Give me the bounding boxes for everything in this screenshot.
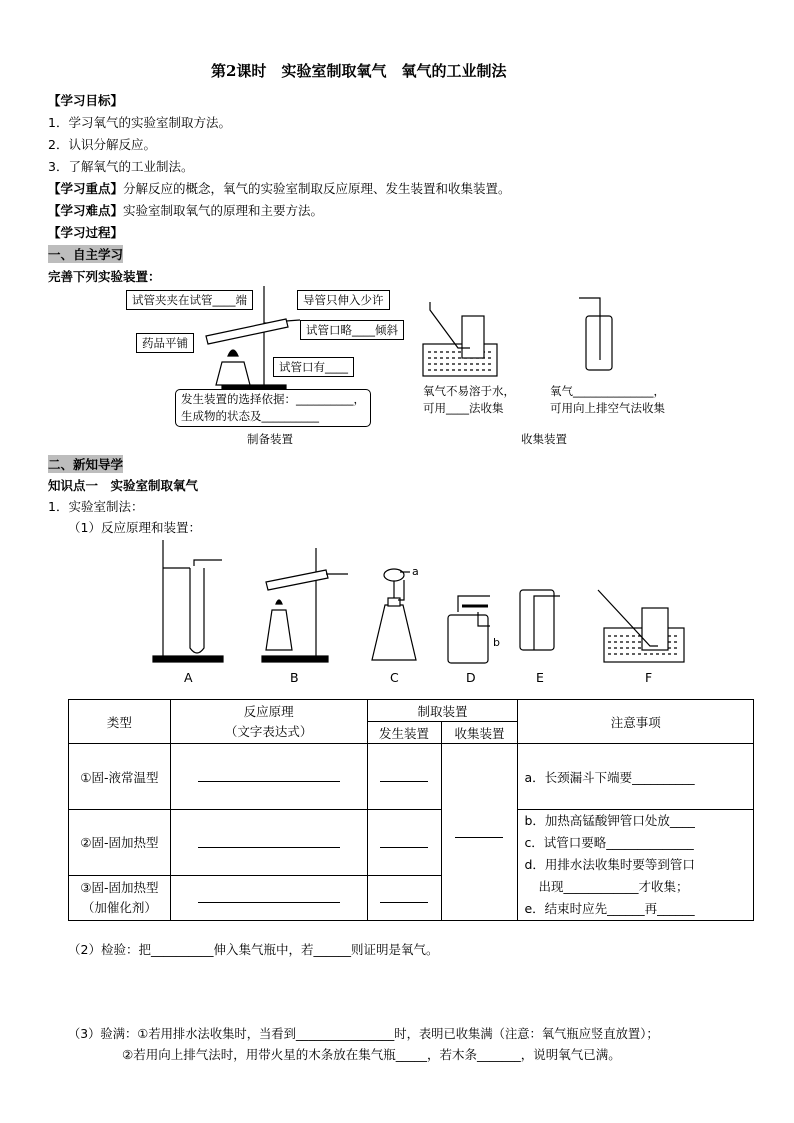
full-check-line2: ②若用向上排气法时，用带火星的木条放在集气瓶_____，若木条_______，说明氧气已满。: [122, 1047, 621, 1062]
label-mouth-slope: 试管口略____倾斜: [300, 320, 404, 340]
header-generator: 发生装置: [367, 722, 441, 744]
row3-type: [69, 875, 171, 920]
header-type: 类型: [69, 700, 171, 744]
knowledge-point-1: 知识点一 实验室制取氧气: [48, 478, 199, 493]
apparatus-label-d: D: [466, 670, 476, 685]
water-line1: 氧气不易溶于水，: [423, 384, 515, 398]
summary-table: [68, 699, 754, 921]
note-e: e．结束时应先______再______: [524, 901, 695, 916]
label-tube: 导管只伸入少许: [297, 290, 390, 310]
note-b: b．加热高锰酸钾管口处放____: [524, 813, 695, 828]
note-c: c．试管口要略______________: [524, 835, 694, 850]
header-notes: 注意事项: [518, 700, 754, 744]
header-principle: [170, 700, 367, 744]
basis-line2: 生成物的状态及__________: [181, 409, 319, 423]
label-clamp: 试管夹夹在试管____端: [126, 290, 253, 310]
notes-b-e: [518, 810, 754, 921]
row2-generator-blank: [367, 810, 441, 876]
apparatus-label-c: C: [390, 670, 399, 685]
row1-generator-blank: [367, 744, 441, 810]
complete-prompt: 完善下列实验装置：: [48, 269, 161, 284]
apparatus-label-e: E: [536, 670, 544, 685]
section-new-knowledge: 二、新知导学: [48, 457, 124, 472]
header-collector: 收集装置: [441, 722, 518, 744]
note-d1: d．用排水法收集时要等到管口: [524, 857, 695, 872]
item-1: 1．实验室制法：: [48, 499, 144, 514]
goal-item: 3．了解氧气的工业制法。: [48, 159, 194, 174]
caption-collect: 收集装置: [521, 432, 567, 446]
row2-principle-blank: [170, 810, 367, 876]
goal-item: 1．学习氧气的实验室制取方法。: [48, 115, 231, 130]
row1-principle-blank: [170, 744, 367, 810]
apparatus-label-b: B: [290, 670, 299, 685]
full-check-line1: （3）验满：①若用排水法收集时，当看到________________时，表明已收集满（注意：氧气瓶应竖直放置）；: [68, 1027, 659, 1041]
apparatus-label-a: A: [184, 670, 193, 685]
goals-header: 【学习目标】: [48, 93, 124, 108]
header-device: 制取装置: [367, 700, 518, 722]
key-text: 分解反应的概念，氧气的实验室制取反应原理、发生装置和收集装置。: [123, 181, 511, 196]
row3-principle-blank: [170, 875, 367, 920]
caption-prep: 制备装置: [247, 432, 293, 446]
label-mouth-have: 试管口有____: [273, 357, 354, 377]
up-line2: 可用向上排空气法收集: [550, 401, 665, 415]
header-principle-sub: （文字表达式）: [224, 723, 313, 739]
row1-type: ①固-液常温型: [69, 744, 171, 810]
row3-type-line1: ③固-固加热型: [80, 879, 159, 895]
goal-item: 2．认识分解反应。: [48, 137, 156, 152]
note-a: a．长颈漏斗下端要__________: [518, 744, 754, 810]
difficulty-text: 实验室制取氧气的原理和主要方法。: [123, 203, 324, 218]
key-label: 【学习重点】: [48, 181, 124, 196]
page-title: 第2课时 实验室制取氧气 氧气的工业制法: [211, 62, 507, 80]
header-principle-main: 反应原理: [243, 703, 294, 719]
water-line2: 可用____法收集: [423, 401, 504, 415]
basis-line1: 发生装置的选择依据：__________，: [181, 392, 365, 406]
section-self-study: 一、自主学习: [48, 247, 124, 262]
process-header: 【学习过程】: [48, 225, 124, 240]
label-drug: 药品平铺: [136, 333, 194, 353]
row3-type-line2: （加催化剂）: [81, 899, 157, 915]
difficulty-label: 【学习难点】: [48, 203, 124, 218]
test-line: （2）检验：把__________伸入集气瓶中，若______则证明是氧气。: [68, 942, 439, 957]
up-line1: 氧气______________，: [550, 384, 665, 398]
item-1-sub: （1）反应原理和装置：: [68, 520, 201, 535]
port-b-label: b: [493, 636, 500, 649]
port-a-label: a: [412, 565, 419, 578]
row2-type: ②固-固加热型: [69, 810, 171, 876]
collector-blank: [441, 744, 518, 921]
note-d2: 出现____________才收集；: [538, 879, 689, 894]
apparatus-label-f: F: [645, 670, 653, 685]
row3-generator-blank: [367, 875, 441, 920]
